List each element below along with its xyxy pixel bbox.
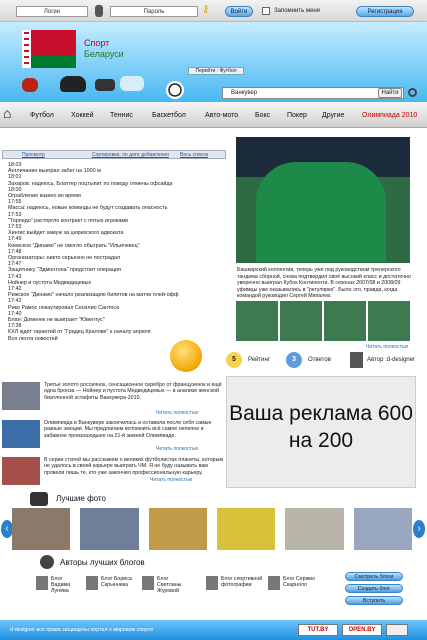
feed-sort-button[interactable]: Сортировка: по дате добавления bbox=[92, 152, 169, 158]
openby-badge[interactable]: OPEN.BY bbox=[342, 624, 382, 636]
news-time: 17:43 bbox=[8, 273, 22, 280]
best-photos-strip bbox=[12, 508, 412, 550]
goto-football-link[interactable]: Перейти : Футбол bbox=[188, 67, 244, 75]
news-headline[interactable]: Хингис выйдет замуж за цюрихского адвоката bbox=[8, 230, 124, 237]
counter-badge[interactable] bbox=[386, 624, 408, 636]
news-headline[interactable]: Масса: надеюсь, новые команды не будут создавать опасность bbox=[8, 205, 168, 212]
news-headline[interactable]: Блан: Доменек не выиграет "Ювентус" bbox=[8, 317, 105, 324]
author-avatar bbox=[350, 352, 363, 368]
news-headline[interactable]: Нойнер и пустота Медведицевых bbox=[8, 279, 92, 286]
ad-text: Ваша реклама 600 на 200 bbox=[229, 402, 413, 452]
news-time: 18:01 bbox=[8, 174, 22, 181]
story-image[interactable] bbox=[2, 457, 40, 485]
sneaker-icon bbox=[60, 76, 86, 92]
news-time: 17:38 bbox=[8, 323, 22, 330]
news-time: 18:00 bbox=[8, 186, 22, 193]
story-image[interactable] bbox=[2, 420, 40, 448]
nav-item-boxing[interactable]: Бокс bbox=[255, 112, 271, 119]
user-icon bbox=[95, 5, 103, 17]
blog-author[interactable] bbox=[206, 576, 263, 590]
thumbnail[interactable] bbox=[324, 301, 366, 341]
story-text: Олимпиада в Ванкувере закончилась и оставила после себя самые разные эмоции. Мы предлагаем вспомнить всё самое нелепое и забавное произошедшее на 21-й зимней Олимпиаде. bbox=[44, 420, 212, 439]
thumbnail[interactable] bbox=[280, 301, 322, 341]
news-headline[interactable]: Ограбление казино во время bbox=[8, 193, 81, 200]
news-headline[interactable]: Рижское "Динамо" начало реализацию билетов на матчи плей-офф bbox=[8, 292, 179, 299]
brand-line1: Спорт bbox=[84, 38, 110, 48]
nav-item-olympics-2010[interactable]: Олимпиада 2010 bbox=[362, 112, 418, 119]
site-title bbox=[84, 38, 124, 60]
camera-icon bbox=[30, 492, 48, 506]
blog-author-name: Блог Вадима Лунёва bbox=[51, 576, 71, 595]
news-time: 17:47 bbox=[8, 261, 22, 268]
news-headline[interactable]: КХЛ ждёт гарантий от "Градец Кралове" к началу апреля bbox=[8, 329, 151, 336]
news-time: 17:53 bbox=[8, 211, 22, 218]
view-blogs-button[interactable]: Смотреть блоги bbox=[345, 572, 403, 581]
blog-author[interactable] bbox=[142, 576, 191, 595]
thumbnail[interactable] bbox=[236, 301, 278, 341]
rating-label: Рейтинг bbox=[248, 357, 271, 363]
news-time: 18:03 bbox=[8, 162, 22, 168]
news-time: 17:49 bbox=[8, 236, 22, 243]
skate-icon bbox=[95, 79, 115, 91]
news-time: 17:53 bbox=[8, 224, 22, 231]
best-blogs-title: Авторы лучших блогов bbox=[60, 558, 145, 567]
answers-count: 3 bbox=[286, 352, 302, 368]
author-icon bbox=[40, 555, 54, 569]
photo[interactable] bbox=[149, 508, 207, 550]
photo[interactable] bbox=[217, 508, 275, 550]
login-button[interactable]: Войти bbox=[225, 6, 253, 17]
helmet-icon bbox=[120, 76, 144, 91]
story-image[interactable] bbox=[2, 382, 40, 410]
avatar bbox=[142, 576, 154, 590]
photo[interactable] bbox=[80, 508, 138, 550]
nav-item-football[interactable]: Футбол bbox=[30, 112, 54, 119]
avatar bbox=[36, 576, 48, 590]
remember-label: Запомнить меня bbox=[274, 8, 320, 14]
photo[interactable] bbox=[354, 508, 412, 550]
remember-checkbox[interactable] bbox=[262, 7, 270, 15]
avatar bbox=[86, 576, 98, 590]
story-read-more[interactable]: Читать полностью bbox=[156, 446, 199, 452]
nav-item-poker[interactable]: Покер bbox=[287, 112, 307, 119]
news-headline[interactable]: Рико Рамос нокаутировал Сесилио Сантоса bbox=[8, 304, 120, 311]
best-photos-title: Лучшие фото bbox=[56, 494, 106, 503]
search-icon[interactable] bbox=[408, 88, 417, 97]
blog-author[interactable] bbox=[36, 576, 81, 595]
news-time: 17:40 bbox=[8, 310, 22, 317]
password-input[interactable]: Пароль bbox=[110, 6, 198, 17]
blog-author-name: Блог Бориса Скрынника bbox=[101, 576, 132, 589]
football-ball-icon bbox=[166, 81, 184, 99]
blog-author-name: Блог спортивной фотографии bbox=[221, 576, 263, 589]
feed-all-button[interactable]: Весь список bbox=[180, 152, 209, 158]
feature-thumbnails bbox=[236, 301, 410, 341]
boxing-glove-icon bbox=[22, 78, 38, 92]
nav-item-other[interactable]: Другие bbox=[322, 112, 345, 119]
news-headline[interactable]: Организаторы: никто серьезно не пострадал bbox=[8, 255, 121, 262]
search-input[interactable]: Ванкувер bbox=[222, 87, 404, 99]
blog-author[interactable] bbox=[268, 576, 321, 590]
login-input[interactable]: Логин bbox=[16, 6, 88, 17]
feature-photo[interactable] bbox=[236, 137, 410, 263]
prev-photo-button[interactable]: ‹ bbox=[1, 520, 13, 538]
avatar bbox=[206, 576, 218, 590]
photo[interactable] bbox=[12, 508, 70, 550]
register-button[interactable]: Регистрация bbox=[356, 6, 414, 17]
news-headline[interactable]: "Торпедо" расторгло контракт с пятью игроками bbox=[8, 217, 129, 224]
story-read-more[interactable]: Читать полностью bbox=[150, 477, 193, 483]
news-headline[interactable]: Захаров: надеюсь, Блаттер поцтыпит по поводу отмены офсайда bbox=[8, 180, 173, 187]
news-headline[interactable]: Англичанин выиграл забег на 1000 м bbox=[8, 168, 101, 175]
nav-item-auto-moto[interactable]: Авто-мото bbox=[205, 112, 239, 119]
blog-author-name: Блог Сержио Скарноло bbox=[283, 576, 316, 589]
nav-item-basketball[interactable]: Баскетбол bbox=[152, 112, 186, 119]
avatar bbox=[268, 576, 280, 590]
news-headline[interactable]: Защитнику "Эдмонтона" предстоит операция bbox=[8, 267, 121, 274]
footer-copyright: d-designer все права защищены портал о мировом спорте bbox=[10, 627, 154, 633]
next-photo-button[interactable]: › bbox=[413, 520, 425, 538]
news-feed bbox=[8, 162, 228, 342]
feature-read-more[interactable]: Читать полностью bbox=[366, 344, 409, 350]
news-time: 17:42 bbox=[8, 298, 22, 305]
feature-caption: Башкирский коллектив, теперь уже под руководством тренерского тандема сборной, снова подтвердил своё высокий класс и достаточно уверенно выиграл Кубок Континента. В сезонах 2007/08 и 2008/09 уфимцы уже оказывались в "регулярке". Было это, правда, когда командой руководил Сергей Михалев. bbox=[237, 267, 411, 300]
news-time: 17:55 bbox=[8, 199, 22, 206]
blog-authors-list bbox=[36, 576, 336, 602]
nav-item-tennis[interactable]: Теннис bbox=[110, 112, 133, 119]
blog-author[interactable] bbox=[86, 576, 137, 590]
join-button[interactable]: Вступить bbox=[345, 596, 403, 605]
belarus-flag-logo[interactable] bbox=[22, 30, 76, 68]
home-icon[interactable]: ⌂ bbox=[3, 105, 12, 121]
search-button[interactable]: Найти bbox=[378, 88, 402, 98]
tutby-badge[interactable]: TUT.BY bbox=[298, 624, 338, 636]
news-headline[interactable]: Киевское "Динамо" не смогло обыграть "Ильичевец" bbox=[8, 242, 140, 249]
key-icon: ⚷ bbox=[202, 4, 210, 15]
nav-item-hockey[interactable]: Хоккей bbox=[71, 112, 94, 119]
thumbnail[interactable] bbox=[368, 301, 410, 341]
story-text: Третье золото россиянок, сенсационное серебро от французенок и ещё одна бронза — Нойнер и пустота Медведицевых — в анализе женской биатлонной эстафеты Ванкувера-2010. bbox=[44, 382, 222, 401]
story-read-more[interactable]: Читать полностью bbox=[156, 410, 199, 416]
photo[interactable] bbox=[285, 508, 343, 550]
rss-icon[interactable] bbox=[170, 340, 202, 372]
answers-label[interactable]: Ответов bbox=[308, 357, 331, 363]
rating-value: 5 bbox=[226, 352, 242, 368]
feed-view-button[interactable]: Просмотр bbox=[22, 152, 45, 158]
news-time: 17:48 bbox=[8, 248, 22, 255]
author-label[interactable]: Автор :d-designer bbox=[367, 357, 416, 363]
blog-author-name: Блог Светланы Журовой bbox=[157, 576, 182, 595]
news-headline[interactable]: Вся лента новостей bbox=[8, 335, 58, 342]
story-text: В серии статей мы расскажем о великих футболистах планеты, которым не удалось в своей карьере выиграть ЧМ. Я не буду называть вам провели лишь те, кто уже закончил профессиональную карьеру. bbox=[44, 457, 224, 476]
brand-line2: Беларуси bbox=[84, 49, 124, 59]
create-blog-button[interactable]: Создать блог bbox=[345, 584, 403, 593]
news-time: 17:42 bbox=[8, 286, 22, 293]
